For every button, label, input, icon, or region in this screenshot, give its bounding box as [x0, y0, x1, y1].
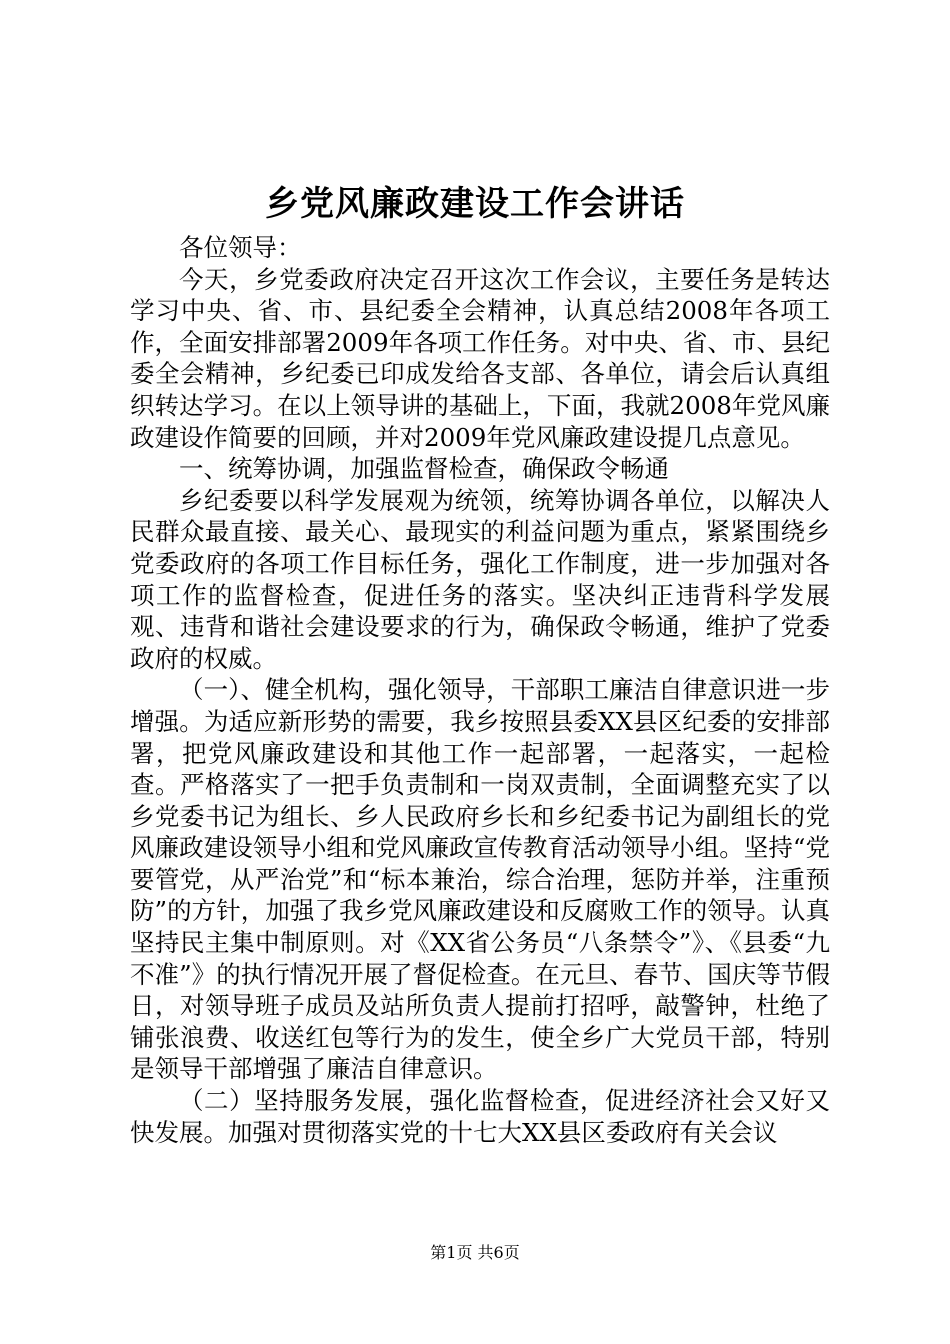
- salutation-paragraph: 各位领导：: [179, 233, 302, 262]
- body-paragraph: （二）坚持服务发展，强化监督检查，促进经济社会又好又快发展。加强对贯彻落实党的十七大XX县区委政府有关会议: [130, 1086, 830, 1147]
- document-body: [130, 232, 830, 1148]
- body-paragraph: 乡纪委要以科学发展观为统领，统筹协调各单位，以解决人民群众最直接、最关心、最现实的利益问题为重点，紧紧围绕乡党委政府的各项工作目标任务，强化工作制度，进一步加强对各项工作的监督检查，促进任务的落实。坚决纠正违背科学发展观、违背和谐社会建设要求的行为，确保政令畅通，维护了党委政府的权威。: [130, 485, 830, 673]
- section-heading: 一、统筹协调，加强监督检查，确保政令畅通: [179, 454, 669, 484]
- body-paragraph: （一）、健全机构，强化领导，干部职工廉洁自律意识进一步增强。为适应新形势的需要，我乡按照县委XX县区纪委的安排部署，把党风廉政建设和其他工作一起部署，一起落实，一起检查。严格落实了一把手负责制和一岗双责制，全面调整充实了以乡党委书记为组长、乡人民政府乡长和乡纪委书记为副组长的党风廉政建设领导小组和党风廉政宣传教育活动领导小组。坚持“党要管党，从严治党”和“标本兼治，综合治理，惩防并举，注重预防”的方针，加强了我乡党风廉政建设和反腐败工作的领导。认真坚持民主集中制原则。对《XX省公务员“八条禁令”》、《县委“九不准”》的执行情况开展了督促检查。在元旦、春节、国庆等节假日，对领导班子成员及站所负责人提前打招呼，敲警钟，杜绝了铺张浪费、收送红包等行为的发生，使全乡广大党员干部，特别是领导干部增强了廉洁自律意识。: [130, 675, 830, 1084]
- page-number-footer: 第1页 共6页: [430, 1243, 520, 1262]
- intro-paragraph: 今天，乡党委政府决定召开这次工作会议，主要任务是转达学习中央、省、市、县纪委全会精神，认真总结2008年各项工作，全面安排部署2009年各项工作任务。对中央、省、市、县纪委全会精神，乡纪委已印成发给各支部、各单位，请会后认真组织转达学习。在以上领导讲的基础上，下面，我就2008年党风廉政建设作简要的回顾，并对2009年党风廉政建设提几点意见。: [130, 264, 830, 452]
- document-title: 乡党风廉政建设工作会讲话: [265, 184, 685, 224]
